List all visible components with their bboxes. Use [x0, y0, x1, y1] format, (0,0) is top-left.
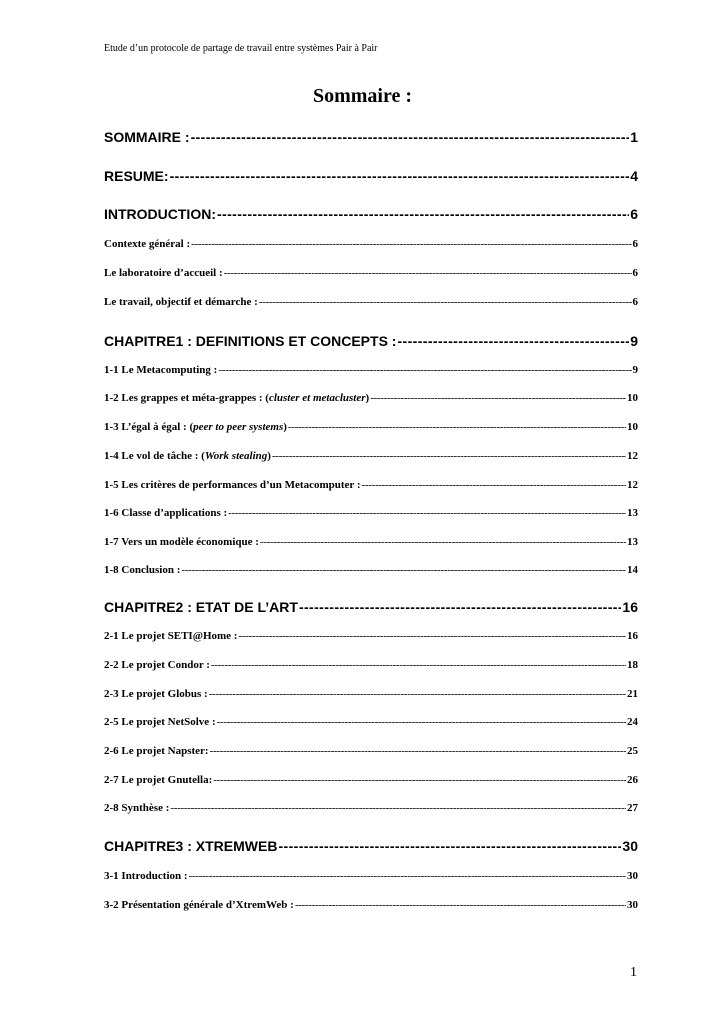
toc-section-entry[interactable] — [104, 267, 638, 279]
toc-dash-leader — [272, 450, 626, 462]
toc-entry-label-text: CHAPITRE2 : ETAT DE L’ART — [104, 599, 298, 615]
toc-dash-leader — [224, 267, 632, 279]
toc-dash-leader — [370, 392, 626, 404]
toc-entry-label — [104, 421, 287, 433]
toc-dash-leader — [170, 168, 630, 184]
toc-section-entry[interactable] — [104, 716, 638, 728]
toc-entry-label — [104, 168, 169, 184]
toc-entry-label-text: 1-8 Conclusion : — [104, 564, 181, 576]
toc-section-entry[interactable] — [104, 507, 638, 519]
toc-chapter-entry[interactable] — [104, 838, 638, 854]
toc-entry-page: 10 — [627, 392, 638, 404]
toc-entry-page: 9 — [632, 364, 638, 376]
toc-section-entry[interactable] — [104, 238, 638, 250]
toc-entry-label — [104, 870, 188, 882]
toc-dash-leader — [259, 296, 632, 308]
toc-entry-label-text: 1-2 Les grappes et méta-grappes : ( — [104, 392, 269, 404]
toc-entry-label-italic: cluster et metacluster — [268, 392, 366, 404]
toc-entry-label-text: 2-5 Le projet NetSolve : — [104, 716, 216, 728]
toc-entry-label-text: 3-1 Introduction : — [104, 870, 188, 882]
toc-entry-label-end: ) — [267, 450, 271, 462]
toc-dash-leader — [217, 716, 626, 728]
toc-entry-label-text: Le travail, objectif et démarche : — [104, 296, 258, 308]
toc-chapter-entry[interactable] — [104, 129, 638, 145]
toc-dash-leader — [217, 206, 629, 222]
page-title: Sommaire : — [312, 85, 413, 107]
toc-section-entry[interactable] — [104, 659, 638, 671]
toc-entry-label-text: 1-7 Vers un modèle économique : — [104, 536, 259, 548]
toc-dash-leader — [189, 870, 626, 882]
toc-dash-leader — [299, 599, 621, 615]
toc-dash-leader — [278, 838, 621, 854]
toc-entry-label-text: 1-1 Le Metacomputing : — [104, 364, 218, 376]
toc-dash-leader — [238, 630, 626, 642]
toc-entry-label — [104, 802, 169, 814]
toc-dash-leader — [213, 774, 626, 786]
toc-entry-page: 6 — [632, 296, 638, 308]
toc-entry-label — [104, 838, 277, 854]
toc-entry-label — [104, 296, 258, 308]
toc-dash-leader — [191, 238, 631, 250]
toc-entry-label — [104, 333, 396, 349]
toc-entry-label-text: 1-3 L’égal à égal : ( — [104, 421, 194, 433]
toc-entry-label-text: 2-3 Le projet Globus : — [104, 688, 208, 700]
toc-entry-label-end: ) — [365, 392, 370, 404]
toc-entry-label — [104, 364, 217, 376]
toc-entry-page: 26 — [627, 774, 638, 786]
toc-entry-label-text: 2-2 Le projet Condor : — [104, 659, 210, 671]
toc-section-entry[interactable] — [104, 392, 638, 404]
toc-entry-label — [104, 392, 369, 404]
toc-entry-label-text: 3-2 Présentation générale d’XtremWeb : — [104, 899, 294, 911]
toc-entry-label-end: ) — [283, 421, 287, 433]
toc-entry-label — [104, 745, 209, 757]
toc-entry-page: 30 — [627, 870, 638, 882]
toc-section-entry[interactable] — [104, 479, 638, 491]
toc-entry-page: 6 — [632, 267, 638, 279]
toc-dash-leader — [218, 364, 631, 376]
toc-entry-page: 25 — [627, 745, 638, 757]
toc-entry-label-text: 2-6 Le projet Napster: — [104, 745, 209, 757]
toc-entry-label — [104, 206, 216, 222]
toc-dash-leader — [397, 333, 629, 349]
toc-entry-label — [104, 659, 210, 671]
toc-entry-page: 16 — [622, 599, 638, 615]
toc-entry-label-text: INTRODUCTION: — [104, 206, 216, 222]
toc-section-entry[interactable] — [104, 630, 638, 642]
toc-dash-leader — [191, 129, 630, 145]
toc-dash-leader — [209, 688, 626, 700]
toc-section-entry[interactable] — [104, 296, 638, 308]
toc-section-entry[interactable] — [104, 870, 638, 882]
page-number: 1 — [630, 965, 637, 980]
toc-dash-leader — [288, 421, 626, 433]
toc-entry-page: 9 — [630, 333, 638, 349]
toc-chapter-entry[interactable] — [104, 599, 638, 615]
toc-entry-page: 27 — [627, 802, 638, 814]
toc-entry-label-text: Contexte général : — [104, 238, 191, 250]
toc-entry-page: 18 — [627, 659, 638, 671]
toc-dash-leader — [210, 745, 626, 757]
toc-chapter-entry[interactable] — [104, 168, 638, 184]
toc-entry-label-italic: Work stealing — [204, 450, 268, 462]
toc-dash-leader — [228, 507, 626, 519]
toc-entry-page: 13 — [627, 507, 638, 519]
toc-entry-label — [104, 599, 298, 615]
toc-entry-label-text: RESUME: — [104, 168, 169, 184]
toc-entry-label — [104, 450, 271, 462]
toc-section-entry[interactable] — [104, 536, 638, 548]
toc-entry-label-text: CHAPITRE1 : DEFINITIONS ET CONCEPTS : — [104, 333, 397, 349]
toc-dash-leader — [170, 802, 626, 814]
toc-chapter-entry[interactable] — [104, 333, 638, 349]
toc-entry-label — [104, 899, 294, 911]
toc-section-entry[interactable] — [104, 450, 638, 462]
toc-dash-leader — [181, 564, 626, 576]
toc-entry-label-text: SOMMAIRE : — [104, 129, 190, 145]
toc-entry-label-italic: peer to peer systems — [193, 421, 284, 433]
toc-entry-page: 24 — [627, 716, 638, 728]
toc-entry-label-text: 2-7 Le projet Gnutella: — [104, 774, 213, 786]
toc-entry-page: 30 — [622, 838, 638, 854]
toc-section-entry[interactable] — [104, 421, 638, 433]
toc-entry-page: 14 — [627, 564, 638, 576]
toc-chapter-entry[interactable] — [104, 206, 638, 222]
toc-dash-leader — [260, 536, 626, 548]
toc-entry-label-text: CHAPITRE3 : XTREMWEB — [104, 838, 278, 854]
toc-entry-page: 10 — [627, 421, 638, 433]
toc-entry-label — [104, 507, 227, 519]
toc-dash-leader — [362, 479, 627, 491]
table-of-contents — [104, 0, 638, 1024]
toc-section-entry[interactable] — [104, 774, 638, 786]
toc-entry-label — [104, 536, 259, 548]
toc-entry-label-text: 2-1 Le projet SETI@Home : — [104, 630, 238, 642]
toc-entry-label-text: 1-6 Classe d’applications : — [104, 507, 228, 519]
toc-entry-page: 12 — [627, 450, 638, 462]
toc-entry-label-text: 1-5 Les critères de performances d’un Metacomputer : — [104, 479, 361, 491]
toc-entry-page: 16 — [627, 630, 638, 642]
toc-entry-page: 21 — [627, 688, 638, 700]
toc-section-entry[interactable] — [104, 899, 638, 911]
toc-entry-label — [104, 238, 190, 250]
toc-section-entry[interactable] — [104, 802, 638, 814]
toc-section-entry[interactable] — [104, 564, 638, 576]
toc-entry-label — [104, 129, 190, 145]
toc-entry-label — [104, 630, 237, 642]
toc-entry-label — [104, 479, 361, 491]
toc-section-entry[interactable] — [104, 745, 638, 757]
toc-entry-label-text: 2-8 Synthèse : — [104, 802, 170, 814]
toc-entry-label-text: 1-4 Le vol de tâche : ( — [104, 450, 205, 462]
toc-entry-page: 6 — [632, 238, 638, 250]
toc-entry-page: 6 — [630, 206, 638, 222]
toc-entry-page: 13 — [627, 536, 638, 548]
toc-entry-label — [104, 774, 212, 786]
toc-entry-page: 30 — [627, 899, 638, 911]
toc-dash-leader — [295, 899, 626, 911]
toc-section-entry[interactable] — [104, 364, 638, 376]
toc-entry-label — [104, 564, 180, 576]
toc-entry-page: 1 — [630, 129, 638, 145]
toc-entry-page: 12 — [627, 479, 638, 491]
toc-entry-label — [104, 716, 216, 728]
toc-dash-leader — [211, 659, 626, 671]
toc-section-entry[interactable] — [104, 688, 638, 700]
toc-entry-label — [104, 688, 208, 700]
running-header: Etude d’un protocole de partage de travail entre systèmes Pair à Pair — [104, 43, 378, 54]
toc-entry-label — [104, 267, 223, 279]
toc-entry-page: 4 — [630, 168, 638, 184]
toc-entry-label-text: Le laboratoire d’accueil : — [104, 267, 223, 279]
